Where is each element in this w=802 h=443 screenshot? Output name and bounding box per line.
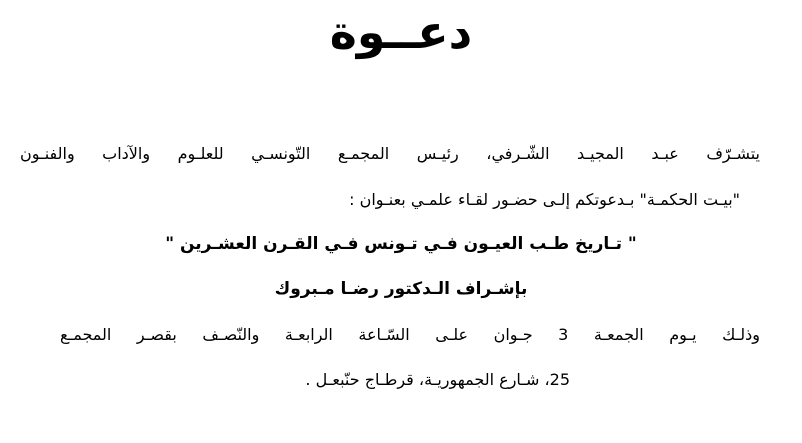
lecture-supervisor: بإشـراف الـدكتور رضـا مـبروك (274, 279, 528, 299)
invitation-line-host: يتشـرّف عبـد المجيـد الشّـرفي، رئيـس المجمـع التّونسـي للعلـوم والآداب والفنـون (20, 144, 760, 163)
invitation-line-address: 25، شـارع الجمهوريـة، قرطـاج حنّبعـل . (305, 370, 570, 389)
invitation-title: دعــوة (329, 5, 473, 59)
invitation-line-invite: "بيـت الحكمـة" بـدعوتكم إلـى حضـور لقـاء علمـي بعنـوان : (349, 190, 740, 209)
invitation-line-datetime: وذلـك يـوم الجمعـة 3 جـوان علـى السّـاعة الرابعـة والنّصـف بقصـر المجمـع (60, 325, 760, 344)
lecture-title: " تـاريخ طـب العيـون فـي تـونس فـي القـرن العشـرين " (165, 234, 637, 254)
